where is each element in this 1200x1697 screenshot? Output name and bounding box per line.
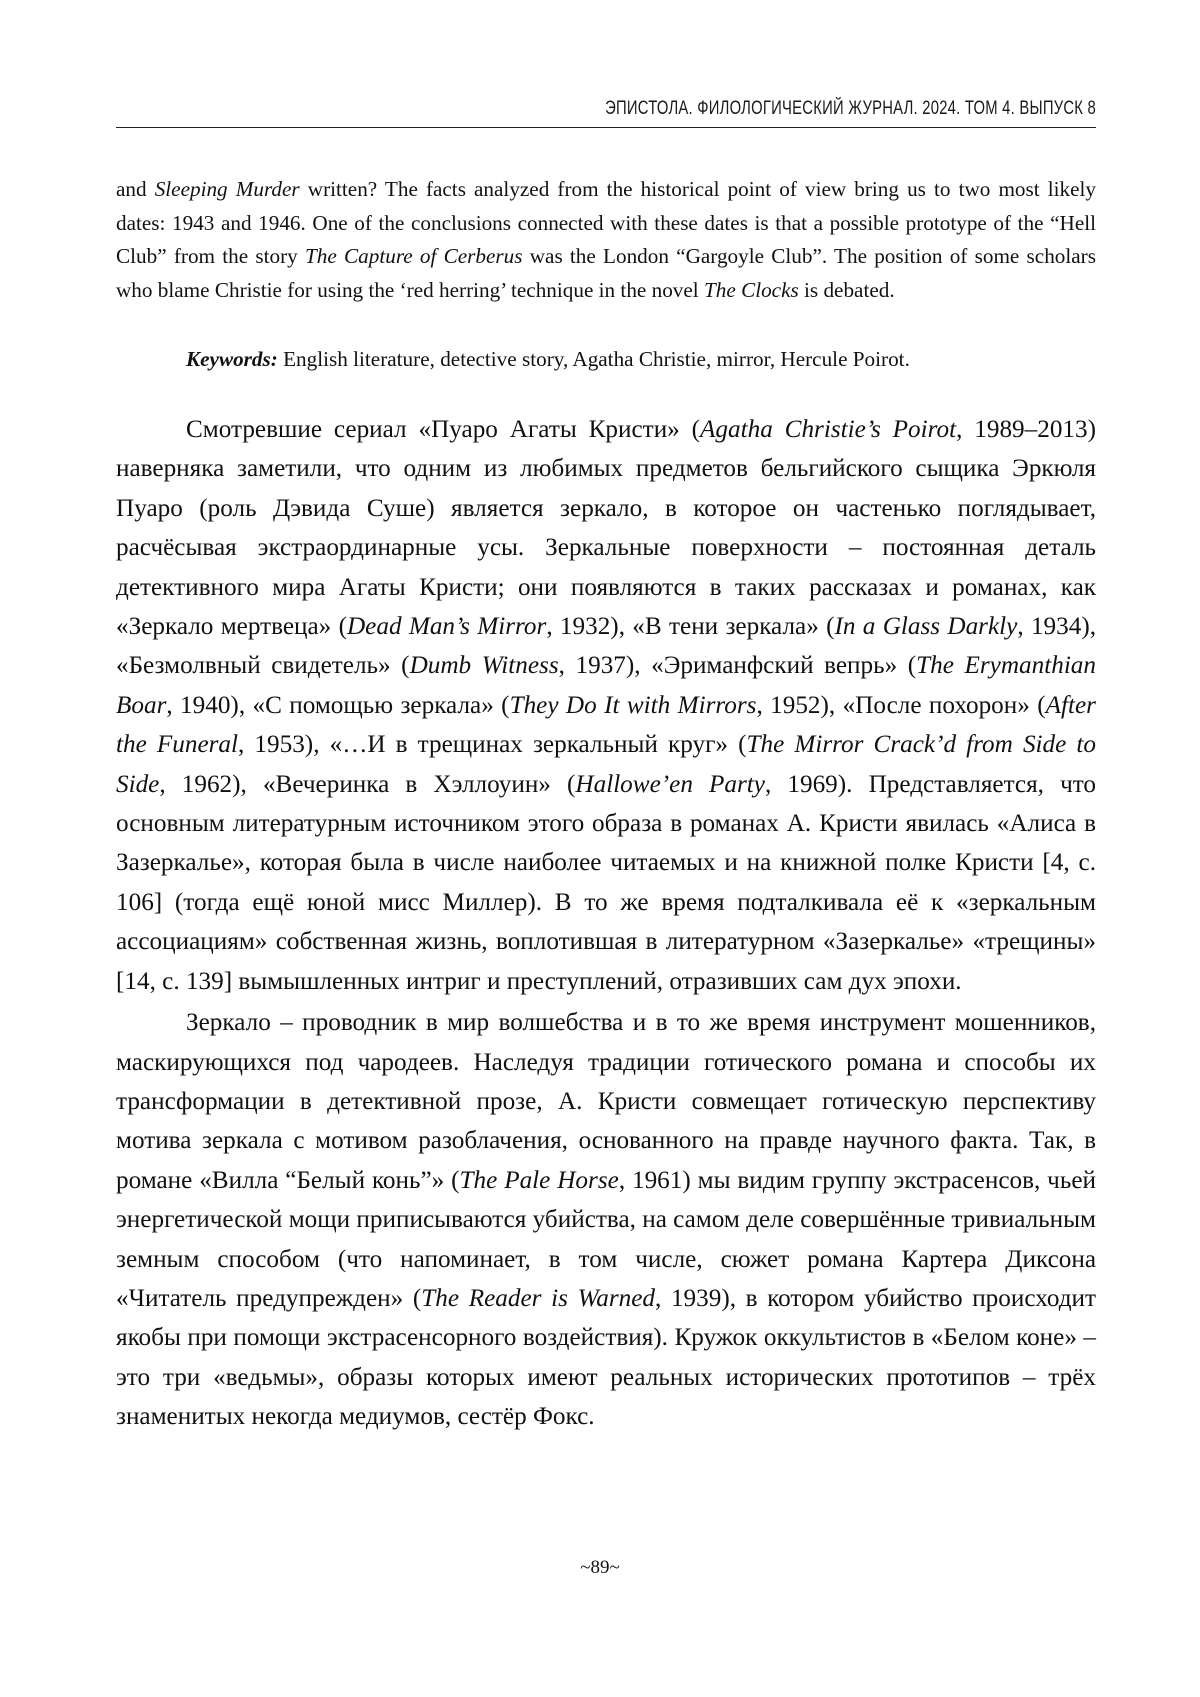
text-run: , 1940), «С помощью зеркала» ( [166, 691, 510, 719]
text-run: , 1939), в котором убийство происходит якобы при помощи экстрасенсорного воздействия). Кружок оккультистов в «Белом коне» – это три «ведьмы», образы которых имеют реальных исторических прототипов – трёх знаменитых некогда медиумов, сестёр Фокс. [116, 1284, 1096, 1431]
text-run: , 1932), «В тени зеркала» ( [546, 613, 835, 641]
text-run: , 1961) мы видим группу экстрасенсов, чьей энергетической мощи приписываются убийства, на самом деле совершённые тривиальным земным способом (что напоминает, в том числе, сюжет романа Картера Диксона «Читатель предупрежден» ( [116, 1166, 1096, 1312]
title-run: The Erymanthian Boar [116, 652, 1096, 719]
abstract-text-run: written? The facts analyzed from the historical point of view bring us to two most likely dates: 1943 and 1946. One of the conclusions connected with these dates is that a possible prototype of the “Hell Club” from the story [116, 177, 1096, 268]
body-paragraph-1 [116, 410, 1096, 1001]
running-head: ЭПИСТОЛА. ФИЛОЛОГИЧЕСКИЙ ЖУРНАЛ. 2024. ТОМ 4. ВЫПУСК 8 [605, 98, 1096, 119]
page-number: ~89~ [580, 1557, 620, 1578]
text-run: , 1952), «После похорон» ( [756, 691, 1046, 719]
text-run: , 1962), «Вечеринка в Хэллоуин» ( [159, 770, 576, 798]
abstract-text [116, 173, 1096, 307]
text-run: , 1969). Представляется, что основным литературным источником этого образа в романах А. Кристи явилась «Алиса в Зазеркалье», которая была в числе наиболее читаемых и на книжной полке Кристи [4, с. 106] (тогда ещё юной мисс Миллер). В то же время подталкивала её к «зеркальным ассоциациям» собственная жизнь, воплотившая в литературном «Зазеркалье» «трещины» [14, с. 139] вымышленных интриг и преступлений, отразивших сам дух эпохи. [116, 770, 1097, 995]
title-run: The Reader is Warned [421, 1284, 655, 1312]
abstract-text-run: was the London “Gargoyle Club”. The position of some scholars who blame Christie for using the ‘red herring’ technique in the novel [116, 244, 1096, 302]
abstract-title-the-clocks: The Clocks [703, 277, 799, 302]
title-run: Dumb Witness [409, 652, 559, 680]
abstract-text-run: is debated. [798, 277, 895, 302]
keywords-text: English literature, detective story, Agatha Christie, mirror, Hercule Poirot. [277, 347, 910, 371]
keywords [116, 343, 1096, 377]
title-run: The Pale Horse [459, 1166, 619, 1194]
title-run: Agatha Christie’s Poirot [700, 416, 957, 443]
keywords-label: Keywords: [186, 347, 278, 371]
body-paragraph-2 [116, 1003, 1096, 1436]
abstract-title-capture-of-cerberus: The Capture of Cerberus [305, 244, 523, 268]
text-run: , 1989–2013) наверняка заметили, что одним из любимых предметов бельгийского сыщика Эркюля Пуаро (роль Дэвида Суше) является зеркало, в которое он частенько поглядывает, расчёсывая экстраординарные усы. Зеркальные поверхности – постоянная деталь детективного мира Агаты Кристи; они появляются в таких рассказах и романах, как «Зеркало мертвеца» ( [116, 416, 1096, 641]
text-run: , 1934), «Безмолвный свидетель» ( [116, 613, 1097, 680]
title-run: They Do It with Mirrors [509, 691, 757, 719]
title-run: The Mirror Crack’d from Side to Side [116, 731, 1096, 798]
text-run: Смотревшие сериал «Пуаро Агаты Кристи» ( [186, 416, 701, 443]
header-rule [116, 127, 1096, 128]
article-body [116, 410, 1096, 1437]
title-run: After the Funeral [116, 691, 1096, 759]
text-run: Зеркало – проводник в мир волшебства и в то же время инструмент мошенников, маскирующихся под чародеев. Наследуя традиции готического романа и способы их трансформации в детективной прозе, А. Кристи совмещает готическую перспективу мотива зеркала с мотивом разоблачения, основанного на правде научного факта. Так, в романе «Вилла “Белый конь”» ( [116, 1009, 1096, 1194]
abstract-title-sleeping-murder: Sleeping Murder [154, 177, 300, 201]
title-run: Hallowe’en Party [575, 770, 765, 798]
title-run: Dead Man’s Mirror [346, 613, 547, 641]
title-run: In a Glass Darkly [834, 613, 1018, 641]
abstract-text-run: and [116, 177, 155, 201]
text-run: , 1953), «…И в трещинах зеркальный круг» ( [238, 731, 747, 759]
text-run: , 1937), «Эриманфский вепрь» ( [558, 652, 917, 680]
